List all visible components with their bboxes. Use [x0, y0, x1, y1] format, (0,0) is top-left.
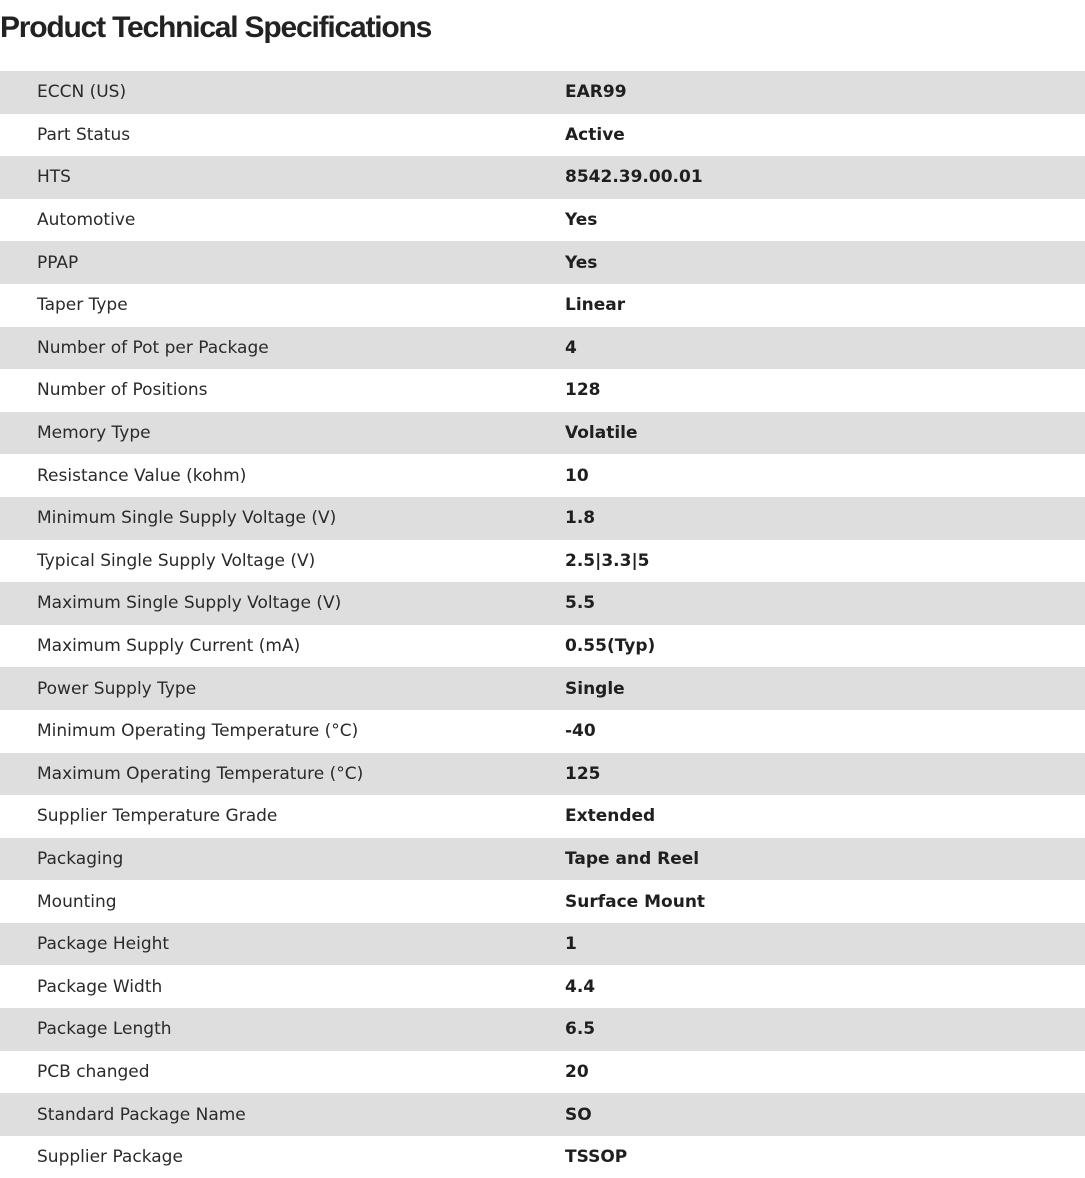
- table-row: [0, 1008, 1085, 1051]
- spec-label: HTS: [0, 156, 565, 199]
- table-row: [0, 667, 1085, 710]
- spec-label: Mounting: [0, 880, 565, 923]
- spec-label: Maximum Supply Current (mA): [0, 625, 565, 668]
- spec-label: Number of Positions: [0, 369, 565, 412]
- table-row: [0, 1051, 1085, 1094]
- table-row: [0, 114, 1085, 157]
- spec-value: 4.4: [565, 965, 1085, 1008]
- spec-value: 128: [565, 369, 1085, 412]
- table-row: [0, 582, 1085, 625]
- table-row: [0, 923, 1085, 966]
- spec-label: Minimum Single Supply Voltage (V): [0, 497, 565, 540]
- table-row: [0, 71, 1085, 114]
- table-row: [0, 753, 1085, 796]
- table-row: [0, 838, 1085, 881]
- spec-value: 6.5: [565, 1008, 1085, 1051]
- spec-value: 2.5|3.3|5: [565, 540, 1085, 583]
- spec-value: 1: [565, 923, 1085, 966]
- table-row: [0, 241, 1085, 284]
- spec-label: Maximum Operating Temperature (°C): [0, 753, 565, 796]
- table-row: [0, 710, 1085, 753]
- spec-value: Active: [565, 114, 1085, 157]
- spec-value: Extended: [565, 795, 1085, 838]
- page-title: Product Technical Specifications: [0, 11, 432, 44]
- table-row: [0, 327, 1085, 370]
- spec-value: Volatile: [565, 412, 1085, 455]
- spec-label: Memory Type: [0, 412, 565, 455]
- spec-value: Tape and Reel: [565, 838, 1085, 881]
- spec-value: Single: [565, 667, 1085, 710]
- spec-value: 20: [565, 1051, 1085, 1094]
- table-row: [0, 497, 1085, 540]
- spec-value: EAR99: [565, 71, 1085, 114]
- spec-label: PPAP: [0, 241, 565, 284]
- spec-label: Supplier Temperature Grade: [0, 795, 565, 838]
- spec-value: Yes: [565, 199, 1085, 242]
- spec-value: -40: [565, 710, 1085, 753]
- spec-label: Part Status: [0, 114, 565, 157]
- table-row: [0, 625, 1085, 668]
- spec-value: 5.5: [565, 582, 1085, 625]
- spec-label: Supplier Package: [0, 1136, 565, 1178]
- table-row: [0, 412, 1085, 455]
- spec-label: Number of Pot per Package: [0, 327, 565, 370]
- spec-table: [0, 71, 1085, 1178]
- spec-value: Linear: [565, 284, 1085, 327]
- spec-label: Resistance Value (kohm): [0, 454, 565, 497]
- spec-value: TSSOP: [565, 1136, 1085, 1178]
- spec-label: Maximum Single Supply Voltage (V): [0, 582, 565, 625]
- table-row: [0, 1093, 1085, 1136]
- spec-label: Automotive: [0, 199, 565, 242]
- spec-value: 0.55(Typ): [565, 625, 1085, 668]
- table-row: [0, 284, 1085, 327]
- table-row: [0, 156, 1085, 199]
- spec-label: Package Length: [0, 1008, 565, 1051]
- spec-label: Taper Type: [0, 284, 565, 327]
- spec-value: SO: [565, 1093, 1085, 1136]
- spec-label: Package Width: [0, 965, 565, 1008]
- table-row: [0, 540, 1085, 583]
- table-row: [0, 369, 1085, 412]
- spec-label: ECCN (US): [0, 71, 565, 114]
- spec-label: Package Height: [0, 923, 565, 966]
- spec-value: 10: [565, 454, 1085, 497]
- table-row: [0, 199, 1085, 242]
- spec-value: Surface Mount: [565, 880, 1085, 923]
- spec-value: Yes: [565, 241, 1085, 284]
- spec-value: 4: [565, 327, 1085, 370]
- spec-label: Minimum Operating Temperature (°C): [0, 710, 565, 753]
- table-row: [0, 795, 1085, 838]
- table-row: [0, 1136, 1085, 1178]
- spec-value: 1.8: [565, 497, 1085, 540]
- spec-label: Packaging: [0, 838, 565, 881]
- spec-value: 125: [565, 753, 1085, 796]
- table-row: [0, 965, 1085, 1008]
- spec-label: Typical Single Supply Voltage (V): [0, 540, 565, 583]
- spec-label: Power Supply Type: [0, 667, 565, 710]
- spec-value: 8542.39.00.01: [565, 156, 1085, 199]
- table-row: [0, 880, 1085, 923]
- spec-label: PCB changed: [0, 1051, 565, 1094]
- spec-label: Standard Package Name: [0, 1093, 565, 1136]
- table-row: [0, 454, 1085, 497]
